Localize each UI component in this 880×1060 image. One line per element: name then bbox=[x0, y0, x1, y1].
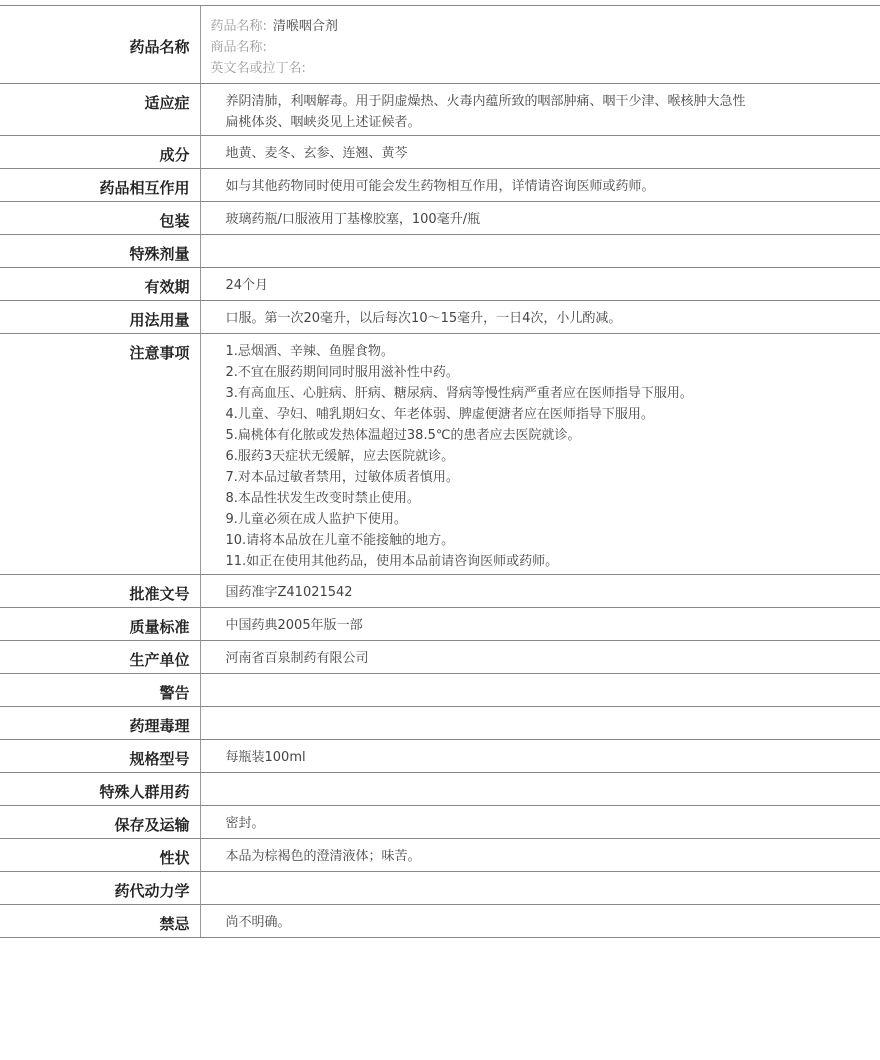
info-row bbox=[0, 872, 880, 905]
generic-name-label: 药品名称: bbox=[210, 19, 267, 34]
row-key: 保存及运输 bbox=[0, 806, 200, 839]
row-value bbox=[200, 202, 880, 235]
drug-info-sheet bbox=[0, 5, 880, 938]
row-value-line: 11.如正在使用其他药品，使用本品前请咨询医师或药师。 bbox=[225, 554, 559, 569]
row-value bbox=[200, 84, 880, 136]
row-value-line: 中国药典2005年版一部 bbox=[225, 618, 363, 633]
row-value-line: 6.服药3天症状无缓解，应去医院就诊。 bbox=[225, 449, 455, 464]
row-value-line: 1.忌烟酒、辛辣、鱼腥食物。 bbox=[225, 344, 394, 359]
row-key: 警告 bbox=[0, 674, 200, 707]
generic-name-value: 清喉咽合剂 bbox=[272, 19, 338, 34]
row-value-line: 扁桃体炎、咽峡炎见上述证候者。 bbox=[225, 115, 421, 130]
row-key: 药品名称 bbox=[0, 6, 200, 84]
info-row bbox=[0, 334, 880, 575]
row-value bbox=[200, 301, 880, 334]
row-key: 生产单位 bbox=[0, 641, 200, 674]
info-row bbox=[0, 235, 880, 268]
row-value bbox=[200, 268, 880, 301]
info-row bbox=[0, 608, 880, 641]
row-value-line: 每瓶装100ml bbox=[225, 750, 306, 765]
row-value bbox=[200, 740, 880, 773]
row-value bbox=[200, 608, 880, 641]
row-value bbox=[200, 136, 880, 169]
info-row bbox=[0, 806, 880, 839]
row-key: 特殊剂量 bbox=[0, 235, 200, 268]
row-key: 包装 bbox=[0, 202, 200, 235]
info-row bbox=[0, 84, 880, 136]
row-value-line: 河南省百泉制药有限公司 bbox=[225, 651, 369, 666]
info-row bbox=[0, 839, 880, 872]
row-key: 有效期 bbox=[0, 268, 200, 301]
row-value bbox=[200, 707, 880, 740]
row-value-line: 国药准字Z41021542 bbox=[225, 585, 353, 600]
row-key: 质量标准 bbox=[0, 608, 200, 641]
row-value bbox=[200, 839, 880, 872]
row-value-line: 5.扁桃体有化脓或发热体温超过38.5℃的患者应去医院就诊。 bbox=[225, 428, 581, 443]
row-value-line: 8.本品性状发生改变时禁止使用。 bbox=[225, 491, 420, 506]
row-value-line: 密封。 bbox=[225, 816, 265, 831]
drug-info-table bbox=[0, 5, 880, 938]
row-value-line: 24个月 bbox=[225, 278, 269, 293]
drug-name-block bbox=[200, 6, 880, 84]
trade-name-label: 商品名称: bbox=[210, 40, 267, 55]
info-row bbox=[0, 301, 880, 334]
row-value bbox=[200, 905, 880, 938]
info-row bbox=[0, 136, 880, 169]
info-row bbox=[0, 641, 880, 674]
row-key: 成分 bbox=[0, 136, 200, 169]
row-value bbox=[200, 674, 880, 707]
info-row bbox=[0, 905, 880, 938]
row-value bbox=[200, 773, 880, 806]
row-value bbox=[200, 169, 880, 202]
row-value-line: 7.对本品过敏者禁用，过敏体质者慎用。 bbox=[225, 470, 459, 485]
row-value-line: 地黄、麦冬、玄参、连翘、黄芩 bbox=[225, 146, 408, 161]
row-value-line: 10.请将本品放在儿童不能接触的地方。 bbox=[225, 533, 455, 548]
english-name-label: 英文名或拉丁名: bbox=[210, 61, 306, 76]
row-value bbox=[200, 235, 880, 268]
row-value-line: 本品为棕褐色的澄清液体；味苦。 bbox=[225, 849, 421, 864]
row-key: 注意事项 bbox=[0, 334, 200, 575]
row-key: 药品相互作用 bbox=[0, 169, 200, 202]
row-key: 性状 bbox=[0, 839, 200, 872]
row-value-line: 养阴清肺，利咽解毒。用于阴虚燥热、火毒内蕴所致的咽部肿痛、咽干少津、喉核肿大急性 bbox=[225, 94, 746, 109]
row-value bbox=[200, 806, 880, 839]
row-key: 用法用量 bbox=[0, 301, 200, 334]
row-value-line: 如与其他药物同时使用可能会发生药物相互作用，详情请咨询医师或药师。 bbox=[225, 179, 655, 194]
row-key: 批准文号 bbox=[0, 575, 200, 608]
row-key: 禁忌 bbox=[0, 905, 200, 938]
row-value bbox=[200, 641, 880, 674]
row-drug-name bbox=[0, 6, 880, 84]
row-key: 规格型号 bbox=[0, 740, 200, 773]
row-value bbox=[200, 334, 880, 575]
row-key: 适应症 bbox=[0, 84, 200, 136]
row-value bbox=[200, 575, 880, 608]
info-row bbox=[0, 707, 880, 740]
row-key: 药代动力学 bbox=[0, 872, 200, 905]
info-row bbox=[0, 202, 880, 235]
info-row bbox=[0, 169, 880, 202]
row-value bbox=[200, 872, 880, 905]
row-value-line: 3.有高血压、心脏病、肝病、糖尿病、肾病等慢性病严重者应在医师指导下服用。 bbox=[225, 386, 693, 401]
info-row bbox=[0, 773, 880, 806]
row-key: 特殊人群用药 bbox=[0, 773, 200, 806]
info-row bbox=[0, 575, 880, 608]
info-row bbox=[0, 740, 880, 773]
row-value-line: 口服。第一次20毫升，以后每次10～15毫升，一日4次，小儿酌减。 bbox=[225, 311, 622, 326]
row-key: 药理毒理 bbox=[0, 707, 200, 740]
row-value-line: 玻璃药瓶/口服液用丁基橡胶塞，100毫升/瓶 bbox=[225, 212, 481, 227]
row-value-line: 4.儿童、孕妇、哺乳期妇女、年老体弱、脾虚便溏者应在医师指导下服用。 bbox=[225, 407, 654, 422]
info-row bbox=[0, 674, 880, 707]
row-value-line: 2.不宜在服药期间同时服用滋补性中药。 bbox=[225, 365, 459, 380]
row-value-line: 9.儿童必须在成人监护下使用。 bbox=[225, 512, 407, 527]
row-value-line: 尚不明确。 bbox=[225, 915, 291, 930]
info-row bbox=[0, 268, 880, 301]
